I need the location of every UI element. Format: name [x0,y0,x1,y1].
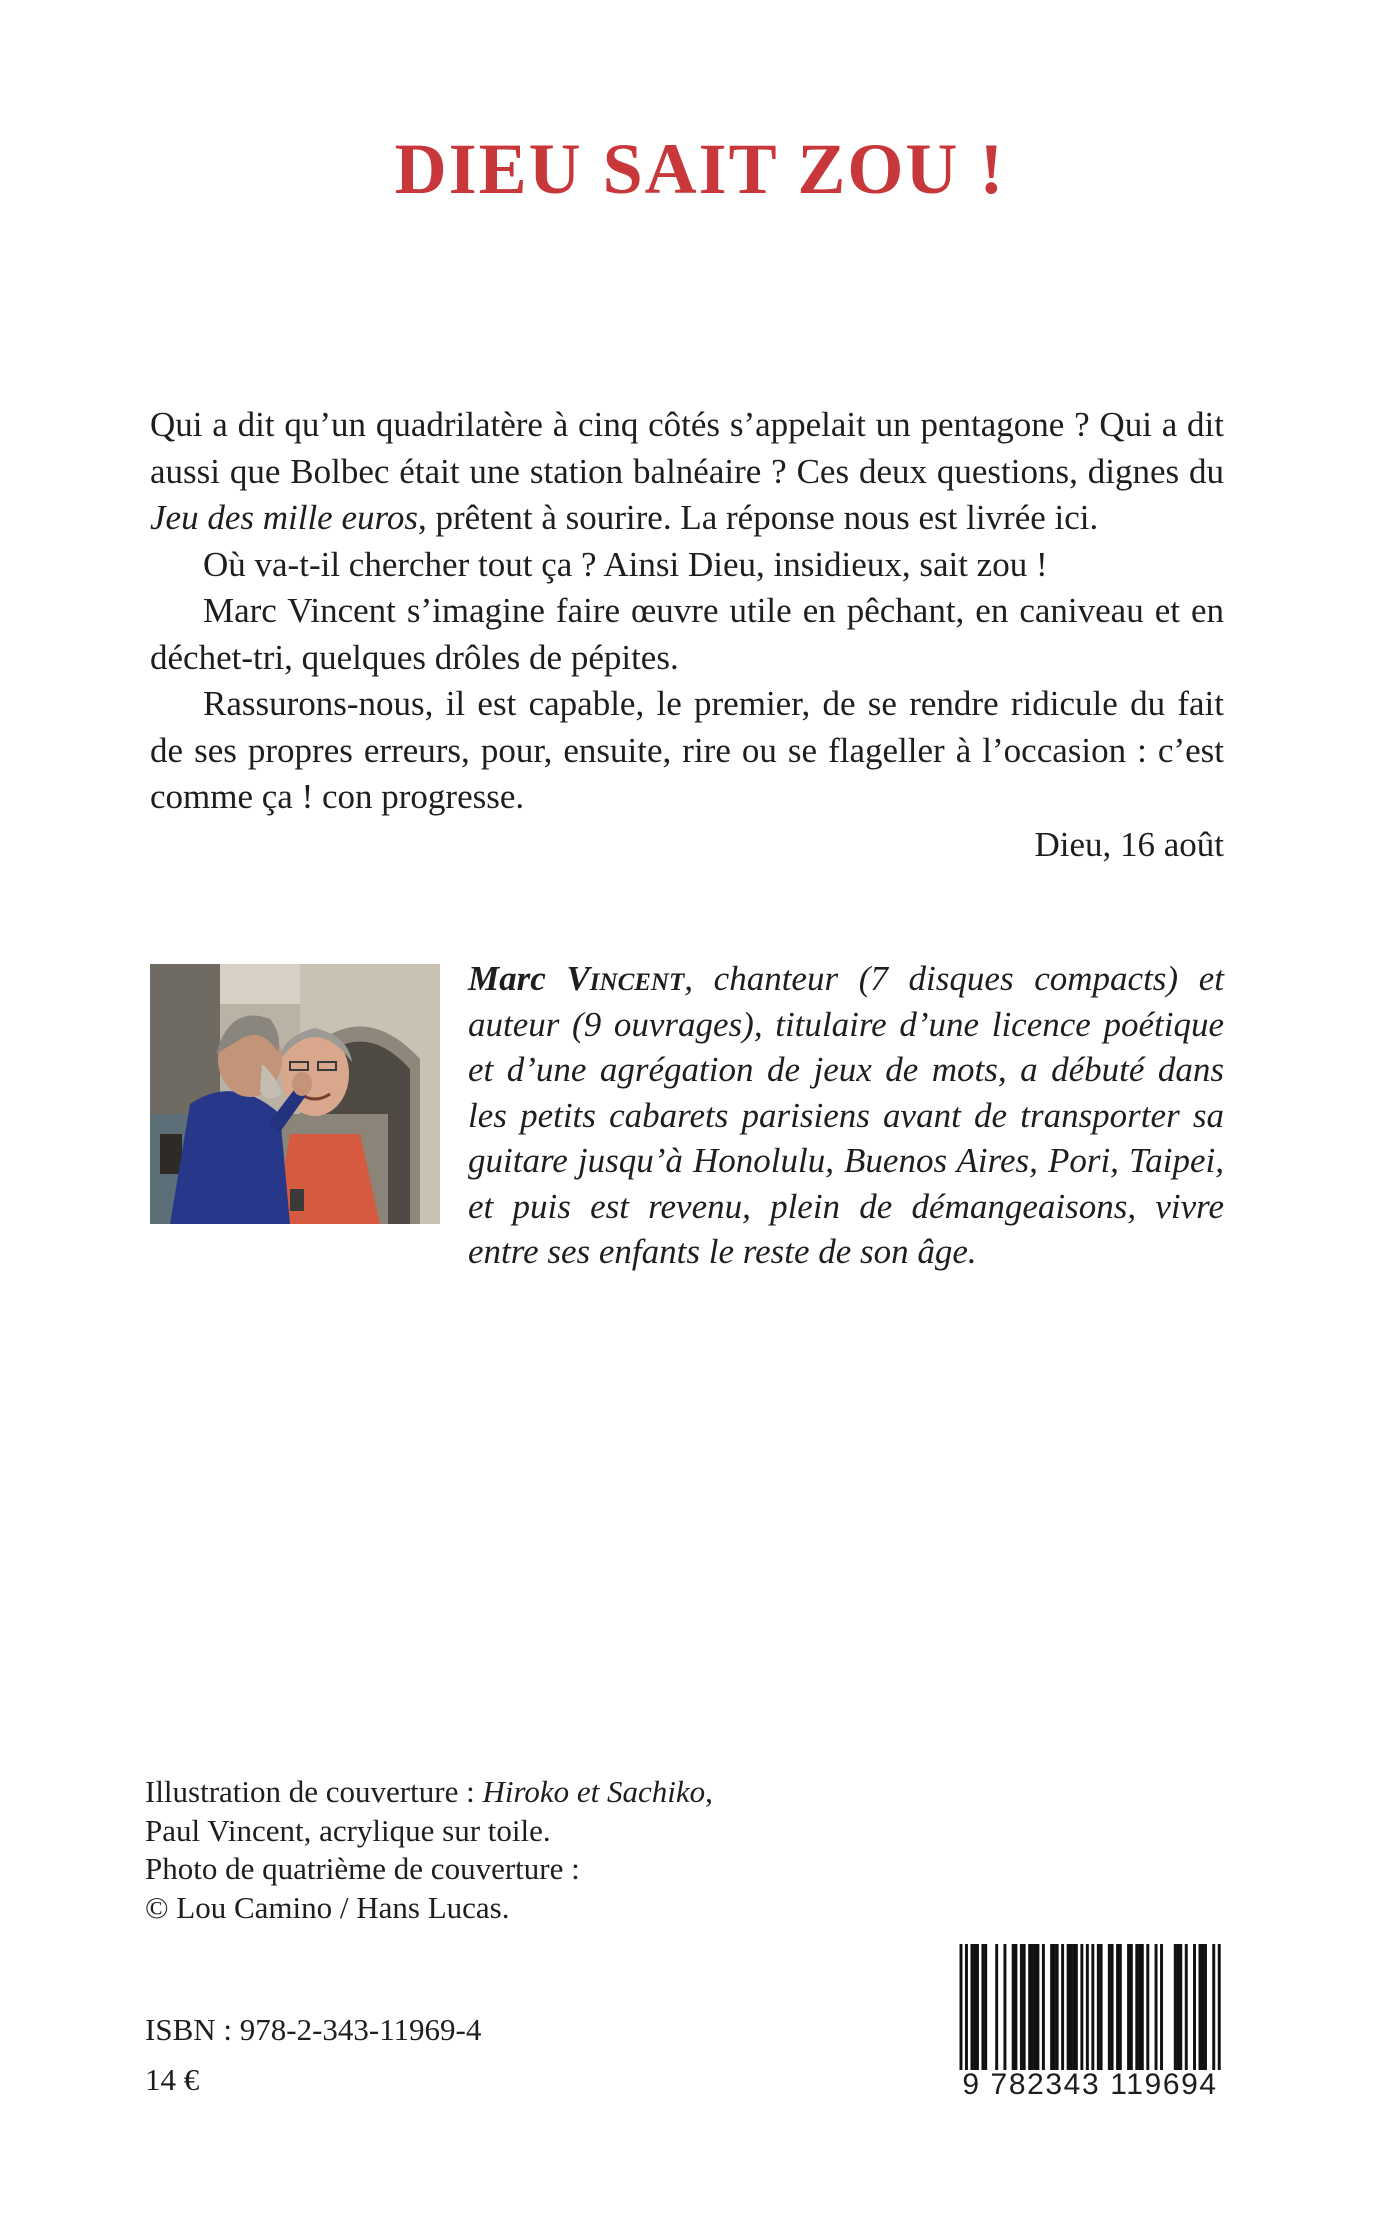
author-photo-image [150,964,440,1224]
barcode-bar [1091,1944,1094,2070]
barcode-bar [1116,1944,1119,2070]
barcode-bar [1012,1944,1015,2070]
barcode-bar [1212,1944,1215,2070]
price: 14 € [145,2062,200,2097]
credit-line-1: Illustration de couverture : Hiroko et Sachiko, [145,1774,713,1809]
barcode-bar [995,1944,998,2070]
author-bio-text: , chanteur (7 disques compacts) et auteur (9 ouvrages), titulaire d’une licence poétique et d’une agrégation de jeux de mots, a débuté dans les petits cabarets parisiens avant de transporter sa guitare jusqu’à Honolulu, Buenos Aires, Pori, Taipei, et puis est revenu, plein de démangeaisons, vivre entre ses enfants le reste de son âge. [468,959,1224,1271]
barcode-bar [1097,1944,1100,2070]
credit-line-2: Paul Vincent, acrylique sur toile. [145,1812,551,1848]
barcode-bar [1086,1944,1089,2070]
blurb-paragraph-4: Rassurons-nous, il est capable, le premier, de se rendre ridicule du fait de ses propres erreurs, pour, ensuite, rire ou se flageller à l’occasion : c’est comme ça ! con progresse. [150,684,1224,816]
blurb-text: , prêtent à sourire. La réponse nous est livrée ici. [417,498,1099,537]
barcode-bar [959,1944,962,2070]
barcode-bar [1080,1944,1083,2070]
blurb-paragraph-1 [150,402,1224,542]
author-name: Marc Vincent [468,959,685,998]
barcode-bar [1036,1944,1039,2070]
barcode-bar [1020,1944,1023,2070]
barcode-bar [1056,1944,1059,2070]
barcode-bar [1100,1944,1103,2070]
barcode-bar [970,1944,973,2070]
blurb-paragraph-3: Marc Vincent s’imagine faire œuvre utile en pêchant, en caniveau et en déchet-tri, quelques drôles de pépites. [150,591,1224,677]
barcode-bar [1146,1944,1149,2070]
barcode-bar [1155,1944,1158,2070]
barcode-bar [1193,1944,1196,2070]
ean13-barcode-icon [954,1944,1226,2070]
back-cover-blurb [150,402,1224,868]
barcode-bar [1179,1944,1182,2070]
barcode-bar [1069,1944,1072,2070]
blurb-paragraph-2: Où va-t-il chercher tout ça ? Ainsi Dieu, insidieux, sait zou ! [203,544,1048,584]
barcode-bar [976,1944,979,2070]
barcode-bar [1201,1944,1204,2070]
barcode-bar [973,1944,976,2070]
blurb-text: Qui a dit qu’un quadrilatère à cinq côtés s’appelait un pentagone ? Qui a dit aussi que Bolbec était une station balnéaire ? Ces deux questions, dignes du [150,405,1224,491]
credit-line-3: Photo de quatrième de couverture : [145,1851,580,1886]
barcode-bar [1053,1944,1056,2070]
blurb-signature: Dieu, 16 août [1034,824,1224,864]
barcode-bar [1014,1944,1017,2070]
illustration-title: Hiroko et Sachiko [482,1774,706,1809]
game-show-title: Jeu des mille euros [150,498,418,537]
barcode-bar [1218,1944,1221,2070]
barcode-bar [1185,1944,1188,2070]
author-photo [150,964,440,1224]
barcode-bar [1127,1944,1130,2070]
barcode-bar [1130,1944,1133,2070]
barcode-bar [1138,1944,1141,2070]
barcode-bar [1003,1944,1006,2070]
credit-line-4: © Lou Camino / Hans Lucas. [145,1889,510,1925]
barcode-bar [1174,1944,1177,2070]
barcode-digits: 9 782343 119694 [962,2068,1218,2101]
barcode-bar [1028,1944,1031,2070]
barcode-bar [1177,1944,1180,2070]
barcode-bar [965,1944,968,2070]
barcode-bar [1111,1944,1114,2070]
author-bio [150,956,1224,1275]
barcode-bar [1067,1944,1070,2070]
barcode-bar [984,1944,987,2070]
isbn-number: ISBN : 978-2-343-11969-4 [145,2012,482,2047]
barcode-bar [1042,1944,1045,2070]
barcode-bar [1135,1944,1138,2070]
barcode-bar [1072,1944,1075,2070]
barcode-bar [1050,1944,1053,2070]
barcode-bar [1160,1944,1163,2070]
barcode-bar [1031,1944,1034,2070]
barcode-bar [1061,1944,1064,2070]
barcode-bar [1034,1944,1037,2070]
barcode-bar [1075,1944,1078,2070]
cover-credits [145,1773,713,1927]
barcode-bar [1023,1944,1026,2070]
barcode-bar [981,1944,984,2070]
barcode-bar [1199,1944,1202,2070]
barcode-bar [1108,1944,1111,2070]
barcode-bar [1141,1944,1144,2070]
book-title: DIEU SAIT ZOU ! [394,129,1006,209]
barcode-bar [1204,1944,1207,2070]
barcode [954,1944,1226,2104]
barcode-bar [1119,1944,1122,2070]
